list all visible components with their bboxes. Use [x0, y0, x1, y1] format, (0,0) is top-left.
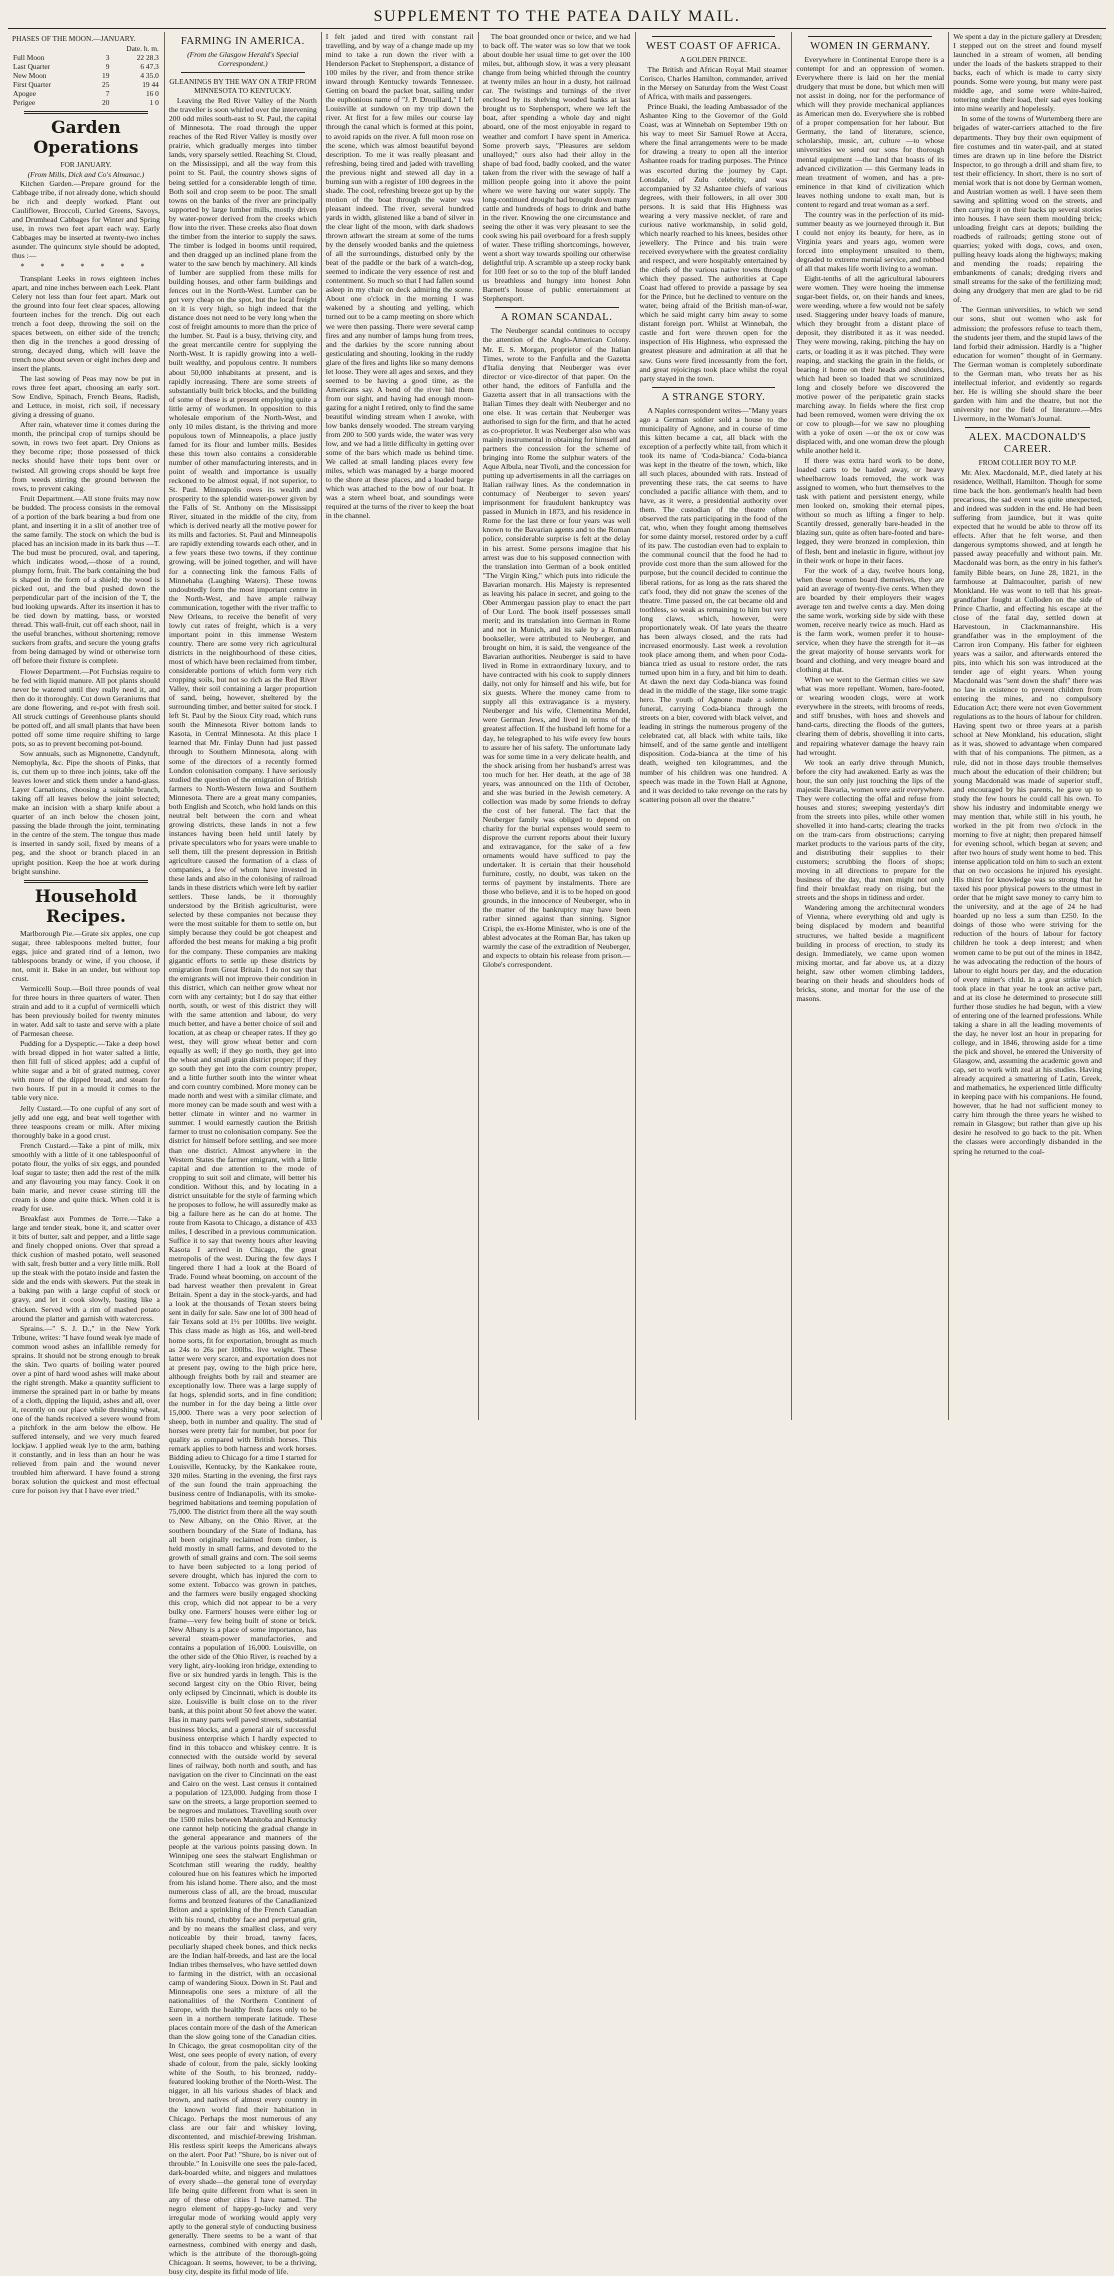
- column-6: [792, 32, 949, 1420]
- phase-time: 16 0: [145, 89, 159, 98]
- farming-para: The boat grounded once or twice, and we had to back off. The water was so low that we took about double her usual time to get over the 100 miles, but, although slow, it was a very pleasant change from being whirled through the country at twenty miles an hour in a dusty, hot railroad car. The twistings and turnings of the river enclosed by its shelving wooded banks at last brought us to Stephensport, where we left the boat, after spending a whole day and night aboard, one of the most enjoyable in regard to weather and comfort I have spent in America. Some proverb says, "Pleasures are seldom unalloyed;" ours also had their alloy in the shape of bad food, badly cooked, and the water taken from the river with the sewage of half a million people going into it above the point where we were having our water supply. The long-continued drought had brought down many cattle and hundreds of hogs to drink and bathe in the river. Knowing the one circumstance and seeing the other it was very pleasant to see the cook swing his pail overboard for a fresh supply of water. These trifling shortcomings, however, went a short way towards spoiling our otherwise delightful trip. A scramble up a steep rocky bank for 100 feet or so to the top of the bluff landed us breathless and hungry into honest John Barnett's house of public entertainment at Stephensport.: [482, 32, 631, 304]
- africa-subtitle: A GOLDEN PRINCE.: [679, 55, 747, 64]
- phase-time: 6 47.3: [140, 62, 159, 71]
- phase-time: 4 35.0: [140, 71, 159, 80]
- garden-para: Sow annuals, such as Mignonette, Candytuft, Nemophyla, &c. Pipe the shoots of Pinks, that is, cut them up to three inch joints, take off the leaves lower and stick them under a hand-glass. Layer Carnations, choosing a suitable branch, taking off all leaves below the joint selected; make an incision with a sharp knife about a quarter of an inch below the chosen joint, passing the blade through the joint, terminating in the centre of the stem. The tongue thus made is inserted in sandy soil, fixed by means of a peg, and the shoot or branch placed in an upright position. Keep the hoe at work during bright sunshine.: [12, 748, 160, 876]
- phase-time: 1 0: [149, 98, 159, 107]
- africa-para: The British and African Royal Mail steamer Corisco, Charles Hamilton, commander, arrived in the Mersey on Saturday from the West Coast of Africa, with mails and passengers.: [639, 65, 788, 102]
- farming-subtitle: GLEANINGS BY THE WAY ON A TRIP FROM MINNESOTA TO KENTUCKY.: [169, 77, 317, 96]
- women-para: We spent a day in the picture gallery at Dresden; I stepped out on the street and found myself launched in a stream of women, all bending under the loads of the baskets strapped to their backs, each of which is made to carry sixty pounds. Some were young, but many were past middle age, and some were white-haired, tottering under their load, their sad eyes looking into mine wearily and hopelessly.: [953, 32, 1102, 114]
- moon-phase-row: [12, 53, 160, 62]
- recipe-para: Marlborough Pie.—Grate six apples, one cup sugar, three tablespoons melted butter, four eggs, juice and grated rind of a lemon, two tablespoons brandy or wine, if you choose, if not, omit it. Bake in an under, but without top crust.: [12, 928, 160, 983]
- garden-heading: Garden Operations: [33, 118, 139, 158]
- macdonald-heading: ALEX. MACDONALD'S CAREER.: [968, 432, 1087, 456]
- phase-date: 7: [105, 89, 110, 98]
- phase-name: Apogee: [13, 89, 36, 98]
- women-para: We took an early drive through Munich, before the city had awakened. Early as was the hour, the sun only just touching the lips of the majestic Bavaria, women were astir everywhere. They were collecting the offal and refuse from houses and stores; sweeping yesterday's dirt from the streets into piles, while other women shovelled it into hand-carts; clearing the tracks on the tram-cars from obstructions; carrying market products to the various parts of the city, and distributing their supplies to their customers; scrubbing the floors of shops; moving in all directions to prepare for the business of the day, that men might not only find their breakfast ready on rising, but the streets and the shops in tidiness and order.: [796, 757, 945, 903]
- divider: [24, 880, 148, 883]
- phase-name: First Quarter: [13, 80, 51, 89]
- africa-para: Prince Buaki, the leading Ambassador of the Ashantee King to the Governor of the Gold Coast, was at Winnebah on September 19th on his way to meet Sir Samuel Rowe at Accra, where the final arrangements were to be made for drawing a treaty to open all the interior Ashantee roads for trading purposes. The Prince was escorted during the journey by Capt. Lonsdale, of Zulu celebrity, and was accompanied by 32 Ashantee chiefs of various degrees, with their followers, in all over 300 persons. It is said that His Highness was wearing a very massive necklet, of rare and curious native workmanship, in solid gold, which nearly reached to his knees, besides other jewellery. The Prince and his train were received everywhere with the greatest cordiality and respect, and were hospitably entertained by the chiefs of the various native towns through which they passed. The authorities at Cape Coast had offered to provide a passage by sea for the Prince, but he declined to venture on the water, being afraid of the British man-of-war, which he said might carry him away to some distant foreign port. Whilst at Winnebah, the castle and fort were thrown open for the inspection of His Highness, who expressed the greatest pleasure and admiration at all that he saw. Guns were fired incessantly from the fort, and great rejoicings took place whilst the royal party stayed in the town.: [639, 102, 788, 383]
- women-heading: WOMEN IN GERMANY.: [810, 41, 931, 52]
- phase-name: Perigee: [13, 98, 36, 107]
- phase-name: Full Moon: [13, 53, 45, 62]
- phase-date: 25: [102, 80, 110, 89]
- women-para: Wandering among the architectural wonders of Vienna, where everything old and ugly is being displaced by modern and beautiful structures, we halted beside a magnificent building in process of erection, to study its design. Immediately, we came upon women mixing mortar, and far above us, at a dizzy height, saw other women climbing ladders, bearing on their heads and shoulders hods of bricks, stone, and mortar for the use of the masons.: [796, 903, 945, 1003]
- column-4: [479, 32, 636, 1420]
- garden-para: Transplant Leeks in rows eighteen inches apart, and nine inches between each Leek. Plant Celery not less than four feet apart. Mark out the ground into four feet clear spaces, allowing fourteen inches for the trench. Dig out each trench a foot deep, throwing the soil on the spaces between, on either side of the trench; then dig in the trenches a good dressing of strong, decayed dung, which will leave the trench now about seven or eight inches deep and insert the plants.: [12, 273, 160, 373]
- phase-time: 19 44: [142, 80, 159, 89]
- moon-phase-row: [12, 80, 160, 89]
- column-5: [636, 32, 793, 1420]
- women-para: The country was in the perfection of its mid-summer beauty as we journeyed through it. But I could not enjoy its beauty, for here, as in Virginia years and years ago, women were forced into employment unsuited to them, degraded to extreme menial service, and robbed of all that makes life worth living to a woman.: [796, 209, 945, 274]
- divider: [652, 387, 776, 388]
- phase-date: 9: [105, 62, 110, 71]
- divider: [965, 427, 1090, 428]
- farming-heading: FARMING IN AMERICA.: [180, 36, 305, 47]
- recipe-para: Pudding for a Dyspeptic.—Take a deep bowl with bread dipped in hot water salted a little, then fill full of sliced apples; add a cupful of white sugar and a bit of grated nutmeg, cover with more of the dipped bread, and steam for two hours. If put in a mould it comes to the table very nice.: [12, 1039, 160, 1103]
- divider: [24, 111, 148, 114]
- phase-date: 20: [102, 98, 110, 107]
- divider: [808, 36, 932, 37]
- women-para: For the work of a day, twelve hours long, when these women board themselves, they are paid an average of twenty-five cents. When they are boarded by their employers their wages average ten and twelve cents a day. Men doing the same work, working side by side with these women, receive nearly twice as much. Hard as is the farm work, women prefer it to house-service, when they have the strength for it—as the great majority of house servants work for board and clothing, and very meagre board and clothing at that.: [796, 565, 945, 675]
- garden-para: Fruit Department.—All stone fruits may now be budded. The process consists in the removal of a portion of the bark bearing a bud from one plant, and inserting it in a slit of another tree of the same family. The stock on which the bud is placed has an incision made in its bark thus —T. The bud must be procured, oval, and tapering, which indicates wood,—those of a round, plumpy form, fruit. The bark containing the bud is shaped in the form of a shield; the wood is picked out, and the bud pushed down the perpendicular part of the incision of the T, the bud looking upwards. After its insertion it has to be tied down by matting, bass, or worsted thread. This wall-fruit, cut off each shoot, nail in the useful branches, without shortening; remove suckers from grafts, and secure the young grafts from being damaged by wind or otherwise torn off before their fixture is complete.: [12, 493, 160, 666]
- strange-heading: A STRANGE STORY.: [661, 391, 766, 403]
- scandal-heading: A ROMAN SCANDAL.: [500, 312, 613, 324]
- phase-date: 3: [105, 53, 110, 62]
- women-para: Eight-tenths of all the agricultural labourers were women. They were hoeing the immense sugar-beet fields, or, on their hands and knees, were weeding, where a few would not be safely used. Staggering under heavy loads of manure, which they brought from a distant place of deposit, they distributed it as it was needed. They were mowing, raking, pitching the hay on carts, or loading it as it was pitched. They were reaping, and stacking the grain in the fields, or bearing it home on their heads and shoulders, which had been so loaded that we scrutinized long and closely before we discovered the motive power of the peripatetic grain stacks marching away. In fields where the first crop had been removed, women were driving the ox or cow to plough—for we saw no ploughing with a yoke of oxen —or the ox or cow was displaced with, and one woman drew the plough while another held it.: [796, 274, 945, 456]
- divider: [652, 36, 776, 37]
- recipe-para: Vermicelli Soup.—Boil three pounds of veal for three hours in three quarters of water. Then strain and add to it a cupful of vermicelli which has been previously boiled for twenty minutes in water. Add salt to taste and serve with a plate of Parmesan cheese.: [12, 983, 160, 1039]
- phase-name: Last Quarter: [13, 62, 51, 71]
- garden-para: Kitchen Garden.—Prepare ground for the Cabbage tribe, if not already done, which should be rich and deeply worked. Plant out Cauliflower, Broccoli, Curled Greens, Savoys, and Drumhead Cabbages for Winter and Spring use, in rows two feet apart each way. Early Cabbages may be inserted at twenty-two inches asunder. The quincunx style should be adopted, thus :—: [12, 179, 160, 261]
- farming-para: Leaving the Red River Valley of the North the traveller is soon whirled over the intervening 200 odd miles south-east to St. Paul, the capital of Minnesota. The road through the upper reaches of the Red River Valley is mostly over prairie, which gradually merges into timber lands, very sparsely settled. Reaching St. Cloud, on the Mississippi, and all the way from this point to St. Paul, the country shows signs of being settled for a considerable length of time. Both soil and crop seem to be poor. The small towns on the banks of the river are principally supported by large lumber mills, mostly driven by water-power derived from the creeks which flow into the river. These creeks also float down the timber from the interior to supply the saws. The timber is lodged in booms until required, and then dragged up an inclined plane from the water to the saw bench by machinery. All kinds of lumber are supplied from these mills for building houses, and other farm buildings and fences out in the North-West. Lumber can be got very cheap on the spot, but the local freight on it is very high, so high indeed that the distance does not need to be very long when the cost of freight amounts to more than the price of the lumber. St. Paul is a busy, thriving city, and the great mercantile centre for supplying the North-West. It is rapidly growing into a well-built wealthy, and populous centre. It numbers about 50,000 inhabitants at present, and is rapidly increasing. There are some streets of substantially built brick blocks, and the building of some of these is at present employing quite a little army of workmen. In opposition to this wholesale emporium of the North-West, and only 10 miles distant, is the thriving and more populous town of Minneapolis, a place justly famed for its flour and lumber mills. Besides these this town also contains a considerable number of other manufacturing interests, and in point of wealth and importance is usually reckoned to be almost equal, if not superior, to St. Paul. Minneapolis owes its wealth and prosperity to the splendid water-power given by the Falls of St. Anthony on the Mississippi River, situated in the middle of the city, from which is derived nearly all the motive power for its mills and factories. St. Paul and Minneapolis are rapidly extending towards each other, and in a few years these two towns, if they continue growing, will be joined together, and will have for a connecting link the famous Falls of Minnehaha (Laughing Waters). These towns undoubtedly form the most important centre in the North-West, and have ample railway communication, together with the river traffic to New Orleans, to receive the benefit of very lowly cut rates of freight, which is a very important point in this immense Western country. There are some very rich agricultural districts in the neighbourhood of these cities, most of which have been reclaimed from timber, considerable portions of which form very rich cropping soils, but not so rich as the Red River Valley, their soil containing a larger proportion of sand, being, however, sheltered by the surrounding timber, and better suited for stock. I left St. Paul by the Sioux City road, which runs south the Minnesota River bottom lands to Kasota, in Central Minnesota. At this place I learned that Mr. Finlay Dunn had just passed through to Southern Minnesota, along with some of the directors of a recently formed London colonisation company. I have seriously studied the question of the emigration of British farmers to North-Western Iowa and Southern Minnesota. There are a great many companies, both English and Scotch, who hold lands on this neutral belt between the corn and wheat growing districts, these lands in not a few instances having been held until lately by private speculators who for years were unable to sell them, till the present depression in British agriculture caused the formation of a class of companies, a few of whom have invested in these lands and also in the colonising of railroad lands in these districts which were left by earlier settlers. These lands, be it thoroughly understood by the British agriculturist, were selected by these companies not because they were the most suitable for them to settle on, but simply because they could be got cheapest and afforded the best means for making a big profit for the company. These companies are making gigantic efforts to settle up these districts by emigration from Great Britain. I do not say that the emigrants will not improve their condition in this district, which can neither grow wheat nor corn with any certainty; but I do say that either north, south, or west of this district they will with the same attention and labour, do very much better, and have a better choice of soil and location, at as cheap or cheaper rates. If they go west, they will grow wheat better and corn equally as well; if they go north, they get into the wheat and small grain district proper; if they go south they get into the corn country proper, and a little further south into the winter wheat and corn country combined. More money can be made north and west with a similar climate, and more money can be made south and west with a better climate in winter and no warmer in summer. I would earnestly caution the British farmer to trust no colonisation company. See the district for himself before settling, and see more than one district. Almost anywhere in the Western States the farmer emigrant, with a little capital and due attention to the mode of cropping to suit soil and climate, will better his condition. Without this, and by locating in a district unsuitable for the style of farming which he proposes to follow, he will assuredly make as big a failure here as he can do at home. The route from Kasota to Chicago, a distance of 433 miles, I described in a previous communication. Suffice it to say that twenty hours after leaving Kasota I arrived in Chicago, the great metropolis of the west. During the few days I lingered there I had a look at the Board of Trade. Found wheat booming, on account of the bad harvest weather then prevalent in Great Britain. Spent a day in the stock-yards, and had a look at the thousands of Texan steers being sent in daily for sale. Saw one lot of 300 head of fair Texans sold at 1½ per 100lbs. live weight. This class made as high as 16s, and well-bred home sorts, fit for exportation, brought as much as 24s to 26s per 100lbs. live weight. These latter were very scarce, and exportation does not at present pay, owing to the high price here, although freights both by rail and steamer are exceptionally low. There was a large supply of fat hogs, splendid sorts, and in fine condition; the number in for the day being a little over 15,000. There was a very poor selection of sheep, both in number and quality. The stud of horses were pretty fair for number, but poor for quality as compared with British horses. This remark applies to both harness and work horses. Bidding adieu to Chicago for a time I started for Louisville, Kentucky, by the Kankakee route, 320 miles. Starting in the evening, the first rays of the sun found the train approaching the business centre of Indianapolis, with its smoke-begrimed habitations and teeming population of 75,000. The district from there all the way south to New Albany, on the Ohio River, at the southern boundary of the State of Indiana, has all been originally reclaimed from timber, is held mostly in small farms, and devoted to the growth of small grains and corn. The soil seems to have been subjected to a long period of severe drought, which has injured the corn to some extent. Tobacco was grown in patches, and the farmers were busily engaged shocking this crop, which did not appear to be a very bulky one. Farmers' houses were either log or frame—very few being built of stone or brick. New Albany is a place of some importance, has several steam-power manufactories, and contains a population of 16,000. Louisville, on the other side of the Ohio River, is reached by a very light, airy-looking iron bridge, extending to five or six hundred yards in length. This is the second largest city on the Ohio River, being only eclipsed by Cincinnati, which is double its size. Louisville is built close on to the river bank, at this point about 50 feet above the water. Has in many parts well paved streets, substantial business blocks, and a general air of successful business enterprise which I hardly expected to find in this tobacco and whiskey centre. It is connected with the outside world by several lines of railway, both north and south, and has navigation on the river to Cincinnati on the east and Cairo on the west. Last census it contained a population of 123,000. Judging from those I saw on the streets, a large proportion seemed to be negroes and mulattoes. Travelling south over the 1500 miles between Manitoba and Kentucky one cannot help noticing the gradual change in the general appearance and manners of the people at the various points passing down. In Winnipeg one sees the stalwart Englishman or Scotchman still wearing the ruddy, healthy coloured hue on his features which he imported from his island home. There also, and the most numerous class of all, are the broad, muscular forms and bronzed features of the Canadianized Briton and a sprinkling of the French Canadian with his round, chubby face and perpetual grin, and by no means the smallest class, and very noticeable by their broad, tawny faces, peculiarly shaped cheek bones, and thick necks are the Indian half-breeds, and last are the local Indian tribes themselves, who have settled down to farming in the district, with an occasional camp of wandering Sioux. Down in St. Paul and Minneapolis one sees a mixture of all the nationalities of the Northern Continent of Europe, with the healthy fresh faces only to be seen in a northern temperate latitude. These places contain more of the dash of the American than the slow going tone of the Canadian cities. In Chicago, the great cosmopolitan city of the West, one sees people of every nation, of every shade of colour, from the pale, sickly looking white of the South, to his bronzed, ruddy-featured looking brother of the North-West. The nigger, in all his various shades of black and brown, and natives of almost every country in the known world find their habitation in Chicago. Perhaps the most numerous of any class are our fair and whiskey loving, discontented, and mischief-brewing Irishman. His restless spirit keeps the Americans always on the alert. Poor Pat! "Shure, bo is niver out of throuble." In Louisville one sees the pale-faced, dark-boarded white, and niggers and mulattoes of every shade—the general tone of everyday life being quite different from what is seen in any of these other cities I have named. The negro element of happy-go-lucky and very irregular mode of working would apply very aptly to the general style of conducting business generally. There seems to be a want of that earnestness, combined with energy and dash, which is the attribute of the thorough-going Chicagoan. It seems, however, to be a thriving, busy city, despite its fitful mode of life.: [168, 96, 317, 2276]
- women-para: The German universities, to which we send our sons, shut out women who ask for admission; the professors refuse to teach them, the students jeer them, and the stupid laws of the land forbid their admission. Hardly is a "higher education for women" thought of in Germany. The German woman is completely subordinate to the German man, who treats her as his intellectual inferior, and evidently so regards her. He is willing she should share the beer garden with him and the theatre, but not the university nor the field of literature.—Mrs Livermore, in the Woman's Journal.: [953, 305, 1102, 423]
- macdonald-para: Mr. Alex. Macdonald, M.P., died lately at his residence, Wellhall, Hamilton. Though for some time back the hon. gentleman's health had been precarious, the sad event was quite unexpected, and indeed was sudden in the end. He had been suffering from jaundice, but it was quite expected that he would be able to throw off its effects. After that he felt worse, and then dangerous symptoms showed, and at length he passed away peacefully and without pain. Mr. Macdonald was born, as the entry in his father's family Bible bears, on June 28, 1821, in the farmhouse at Dalmacoulter, parish of new Monkland. He was wont to tell that his great-grandfather fought at Culloden on the side of Prince Charlie, and effecting his escape at the close of the fatal day, settled down at Harvestoun, in Clackmannanshire. His grandfather was in the employment of the Carron iron Company. His father for eighteen years was a sailor, and afterwards entered the pits, into which his son was introduced at the tender age of eight years. When young Macdonald was "sent down the shaft" there was no law in existence to prevent children from entering the mines, and no compulsory Education Act; there were not even Government regulations as to the hours of labour for children. Having spent two or three years at a parish school at New Monkland, his education, slight as it was, showed to advantage when compared with that of his companions. The pitmen, as a rule, did not in those days trouble themselves much about the education of their children; but young Macdonald was made of superior stuff, and encouraged by his parents, he gave up to study the few hours he could call his own. To show his industry and indomitable energy we may mention that, while still in his youth, he worked in the pit from two o'clock in the morning to five at night; then prepared himself for evening school, which began at seven; and after two hours of study went home to bed. This intense application told on him to such an extent that on two occasions he injured his eyesight. His thirst for knowledge was so strong that he taxed his poor physical powers to the utmost in order that he might save money to carry him to the university, and at the age of 24 he had hoarded up no less a sum than £250. In the doings of those who were striving for the reduction of the hours of labour for factory children he took a deep interest; and when women came to be put out of the mines in 1842, he was advocating the reduction of the hours of labour to eight hours per day, and the education of every miner's child. In a great strike which took place in that year he took an active part, and at its close he determined to prosecute still further those studies he had begun, with a view of entering one of the learned professions. While taking a share in all the leading movements of the day, he never lost an hour in preparing for college, and in 1846, throwing aside for a time the pick and shovel, he entered the University of Glasgow, and, assuming the academic gown and cap, set to work with zeal at his studies. Having already acquired a smattering of Latin, Greek, and mathematics, he experienced little difficulty in keeping pace with his companions. He found, however, that he had not sufficient money to carry him through the three years he wished to remain in Glasgow; but rather than give up his desire he resolved to go back to the pit. When the classes were accordingly disbanded in the spring he returned to the coal-: [953, 468, 1102, 1156]
- farming-para: I felt jaded and tired with constant rail travelling, and by way of a change made up my mind to take a run down the river with a Henderson Packet to Stephensport, a distance of 100 miles by the river, and from thence strike inward through Kentucky towards Tennessee. Getting on board the packet boat, sailing under the euphonious name of "J. P. Drouillard," I left Louisville at sundown on my trip down the river. At first for a few miles our course lay through the canal which is formed at this point, to avoid rapids on the river. A full moon rose on the scene, which was almost beautiful beyond description. To me it was really pleasant and refreshing, being tired and jaded with travelling the previous night and stewed all day in a burning sun with a register of 100 degrees in the shade. The cool, refreshing breeze got up by the motion of the boat through the water was pleasant indeed. The river, several hundred yards in width, glistened like a band of silver in the clear light of the moon, with dark shadows thrown athwart the stream at some of the turns by the densely wooded banks and the quietness of all the surroundings, disturbed only by the beat of the paddle or the bark of a watch-dog, seemed to indicate the very essence of rest and contentment. So much so that I had fallen sound asleep in my chair on deck admiring the scene. About one o'clock in the morning I was wakened by a shouting and yelling, which turned out to be a camp meeting on shore which we were then passing. There were several camp fires and any number of lamps hung from trees, and the darkies by the score running about gesticulating and shouting, looking in the ruddy glare of the fires and lights like so many demons let loose. They were all ages and sexes, and they seemed to be having a good time, as the Americans say. A bend of the river hid them from our sight, and having had enough moon-gazing for a night I retired, only to find the same beautiful winding stream when I awoke, with low banks densely wooded. The stream varying from 200 to 500 yards wide, the water was very low, and we had a little difficulty in getting over some of the bars which made us behind time. We called at small landing places every few miles, which was managed by a barge moored to the shore at these places, and a loaded barge which was attached to the bow of our boat. It was a stern wheel boat, and soundings were required at the turns of the river to keep the boat in the channel.: [325, 32, 474, 521]
- strange-para: A Naples correspondent writes—"Many years ago a German soldier sold a house to the municipality of Agnone, and in course of time this kitten became a cat, all black with the exception of a perfectly white tail, from which it took its name of 'Coda-bianca.' Coda-bianca was kept in the theatre of the town, which, like all such places, abounded with rats. Instead of preventing these rats, the cat seems to have concluded a pacific alliance with them, and to have, as it were, a presidential authority over them. The custodian of the theatre often observed the rats participating in the food of the cat, who, when they fought among themselves for some dainty morsel, restored order by a cuff of its paw. The custodian even had to explain to the communal council that the food he had to provide cost more than the sum allowed for the purpose, but the council decided to continue the liberal rations, for as long as the rats shared the cat's food, they did not gnaw the scenes of the theatre. Time passed on, the cat became old and toothless, so weak as remaining to him but very long claws, which, however, were proportionately weak. Of late years the theatre has been always closed, and the rats had increased enormously. Last week a revolution took place among them, and when poor Coda-bianca tried as usual to restore order, the rats turned upon him in a fury, and bit him to death. At dawn the next day Coda-bianca was found dead in the middle of the stage, like some tragic hero. The youth of Agnone made a solemn funeral, carrying Coda-bianca through the streets on a bier, covered with black velvet, and leading in strings the numerous progeny of the celebrated cat, all black with white tails, like himself, and of the same gentle and intelligent disposition. Coda-bianca at the time of his death, weighed ten kilogrammes, and the number of his children was one hundred. A speech was made in the Town Hall at Agnone, and it was decided to take revenge on the rats by scattering poison all over the theatre.": [639, 405, 788, 804]
- phase-name: New Moon: [13, 71, 47, 80]
- column-2: [165, 32, 322, 2276]
- recipes-heading: Household Recipes.: [34, 886, 138, 927]
- women-para: If there was extra hard work to be done, loaded carts to be hauled away, or heavy wheelbarrow loads removed, the work was assigned to women, who hurt themselves to the task with patient and persistent energy, while men looked on, smoking their eternal pipes, without so much as lifting a finger to help. Scantily dressed, generally bare-headed in the blazing sun, quite as often bare-footed and bare-legged, they were bronzed in complexion, thin of flesh, bent and inelastic in figure, without joy in their work or hope in their faces.: [796, 456, 945, 565]
- columns: [8, 32, 1106, 2276]
- divider: [181, 72, 305, 73]
- africa-heading: WEST COAST OF AFRICA.: [645, 41, 781, 52]
- moon-phase-row: [12, 71, 160, 80]
- women-para: In some of the towns of Wurtemberg there are brigades of water-carriers attached to the fire departments. They buy their own equipment of fire costumes and tin water-pail, and at stated times are drawn up in line before the District Inspector, to go through a drill and sham fire, to test their efficiency. In short, there is no sort of menial work that is not done by German women, and Austrian women as well. I have seen them sawing and splitting wood on the streets, and then carrying it on their backs up several stories into houses. I have seen them moulding brick; unloading freight cars at depots; building the roadbeds of railroads; getting stone out of quarries; yoked with dogs, cows, and oxen, pulling heavy loads along the highways; making and mending the roads; repairing the embankments of canals; dredging rivers and small streams for the sake of the fertilizing mud; doing any drudgery that men are glad to be rid of.: [953, 114, 1102, 305]
- masthead: SUPPLEMENT TO THE PATEA DAILY MAIL.: [8, 6, 1106, 29]
- moon-phases: [12, 34, 160, 107]
- moon-phase-row: [12, 62, 160, 71]
- macdonald-subtitle: FROM COLLIER BOY TO M.P.: [978, 458, 1077, 468]
- moon-phase-row: [12, 98, 160, 107]
- column-3: [322, 32, 479, 1420]
- garden-byline: (From Mills, Dick and Co's Almanac.): [27, 170, 145, 179]
- divider: [495, 307, 619, 308]
- column-7: [949, 32, 1106, 1420]
- garden-para: Flower Department.—Pot Fuchsias require to be fed with liquid manure. All pot plants should never be watered until they really need it, and then do it thoroughly. Cut down Geraniums that are done flowering, and re-pot with fresh soil. All struck cuttings of Greenhouse plants should be potted off, and all small plants that have been potted off some time require shifting to large pots, so as to prevent becoming pot-bound.: [12, 666, 160, 748]
- recipe-para: Sprains.—" S. J. D.," in the New York Tribune, writes: "I have found weak lye made of common wood ashes an infallible remedy for sprains. It should not be strong enough to break the skin. Two quarts of boiling water poured over a pint of hard wood ashes will make about the right strength. Make a quantity sufficient to immerse the sprained part in or bathe by means of a cloth, dipping the liquid, ashes and all, over it, recently on our place while threshing wheat, one of the hands received a severe wound from a pitchfork in the arm below the elbow. He suffered intensely, and we very much feared lockjaw. I applied weak lye to the arm, bathing it constantly, and in less than an hour he was relieved from pain and the wound never troubled him afterward. I have found a strong borax solution the quickest and most effectual cure for poison ivy that I have ever tried.": [12, 1323, 160, 1496]
- scandal-para: The Neuberger scandal continues to occupy the attention of the Anglo-American Colony. Mr. E. S. Morgan, proprietor of the Italian Times, wrote to the Fanfulla and the Gazetta d'Italia denying that Neuberger was ever director or vice-director of that paper. On the other hand, the editors of Fanfulla and the Gazetta assert that in all transactions with the Italian Times they dealt with Neuberger and no one else. It was certain that Neuberger was authorised to sign for the firm, and that he acted as co-proprietor. It was Neuberger also who was mainly instrumental in obtaining for himself and partners the concession for the scheme of bringing into Rome the sulphur waters of the Aque Albula, near Tivoli, and the concession for putting up advertisements in all the carriages on Italian railway lines. As the condemnation in contumacy of Neuberger to seven years' imprisonment for fraudulent bankruptcy was passed in Munich in 1873, and his residence in Rome for the last three or four years was well known to the Bavarian agents and to the Roman police, considerable surprise is felt at the delay in his arrest. Some persons imagine that his arrest was due to his supposed connection with the translation into German of a book entitled "The Virgin King," which puts into ridicule the Bavarian monarch. His Majesty is represented as leaving his palace in secret, and going to the Ober Ammergau passion play to enact the part of Our Lord. The book itself possesses small merit; and its translation into German in Rome and not in Munich, and its sale by a Roman bookseller, were attributed to Neuberger, and brought on him, it is said, the vengeance of the Bavarian authorities. Neuberger is said to have lived in Rome in extraordinary luxury, and to have contracted with his cook to supply dinners daily, not only for himself and his wife, but for six guests. Where the money came from to supply all this extravagance is a mystery. Neuberger and his wife, Clementina Mendel, were German Jews, and lived in terms of the greatest affection. If the husband left home for a day, he telegraphed to his wife every few hours to assure her of his safety. The unfortunate lady was for some time in a very delicate health, and the shock arising from her husband's arrest was too much for her. Her death, at the age of 38 years, was announced on the 11th of October, and she was buried in the Jewish cemetery. A collection was made by some friends to defray the cost of her funeral. The fact that the Neuberger family was obliged to depend on charity for the burial expenses would seem to disprove the current reports about their luxury and extravagance, for the sake of a few ornaments would have sufficed to pay the undertaker. It is certain that their household furniture, costly, no doubt, was taken on the terms of payment by instalments. There are those who believe, and it is to be hoped on good grounds, in the innocence of Neuberger, who in the matter of the bankruptcy may have been rather sinned against than sinning. Signor Crispi, the ex-Home Minister, who is one of the ablest advocates at the Roman Bar, has taken up warmly the case of the extradition of Neuberger, and expects to obtain his release from prison.—Globe's correspondent.: [482, 326, 631, 969]
- moon-phases-title: PHASES OF THE MOON.—JANUARY.: [12, 34, 136, 43]
- recipe-para: French Custard.—Take a pint of milk, mix smoothly with a little of it one tablespoonful of potato flour, the yolks of six eggs, and pounded loaf sugar to taste; then add the rest of the milk and any flavouring you may fancy. Cook it on bain marie, and never cease stirring till the cream is done and quite thick. When cold it is ready for use.: [12, 1140, 160, 1214]
- women-para: Everywhere in Continental Europe there is a contempt for and an oppression of women. Everywhere there is laid on her the menial drudgery that must be done, but which men will not assist in doing, nor for the performance of which will they provide mechanical appliances as American men do. Everywhere she is robbed of a proper compensation for her labour. But Germany, the land of literature, science, scholarship, music, art, culture —to whose universities we send our sons for thorough mental equipment —the land that boasts of its advanced civilization — this Germany leads in mean treatment of women, and has a pre-eminence in that kind of civilization which leaves nothing undone to exalt man, but is content to regard and treat woman as a serf.: [796, 55, 945, 209]
- women-para: When we went to the German cities we saw what was more repellant. Women, bare-footed, or wearing wooden clogs, were at work everywhere in the streets, with brooms of reeds, and stiff brushes, with hoes and shovels and hand-carts, directing the floods of the gutters, clearing them of debris, shovelling it into carts, and repairing whatever damage the heavy rain had wrought.: [796, 675, 945, 757]
- phase-time: 22 28.3: [136, 53, 159, 62]
- moon-phase-row: [12, 89, 160, 98]
- recipe-para: Jelly Custard.—To one cupful of any sort of jelly add one egg, and beat well together with three teaspoons cream or milk. After mixing thoroughly bake in a good crust.: [12, 1103, 160, 1140]
- quincunx-stars: * * * * * * *: [20, 262, 152, 272]
- garden-para: After rain, whatever time it comes during the month, the principal crop of turnips should be sown, in rows two feet apart. Dry Onions as they become ripe; those possessed of thick necks should have their tops bent over or twisted. All growing crops should be kept free from weeds stirring the ground between the rows, to prevent caking.: [12, 420, 160, 493]
- column-1: [8, 32, 165, 1496]
- moon-phases-header-row: [12, 44, 160, 53]
- farming-byline: (From the Glasgow Herald's Special Correspondent.): [187, 50, 299, 69]
- garden-subtitle: FOR JANUARY.: [60, 160, 112, 169]
- phase-date: 19: [102, 71, 110, 80]
- recipe-para: Breakfast aux Pommes de Terre.—Take a large and tender steak, bone it, and scatter over it bits of butter, salt and pepper, and a little sage and finely chopped onions. Over that spread a thick cushion of mashed potato, well seasoned with salt, fresh butter and a very little milk. Roll up the steak with the potato inside and fasten the side and the ends with skewers. Put the steak in a baking pan with a large cupful of stock or gravy, and let it cook slowly, basting like a chicken. Served with a rim of mashed potato around the platter and garnish with watercress.: [12, 1214, 160, 1323]
- garden-para: The last sowing of Peas may now be put in rows three feet apart, choosing an early sort. Sow Endive, Spinach, French Beans, Radish, and Lettuce, in moist, rich soil, if necessary giving a dressing of guano.: [12, 374, 160, 420]
- moon-phases-col-head: Date. h. m.: [126, 44, 159, 53]
- moon-phases-table: [12, 44, 160, 107]
